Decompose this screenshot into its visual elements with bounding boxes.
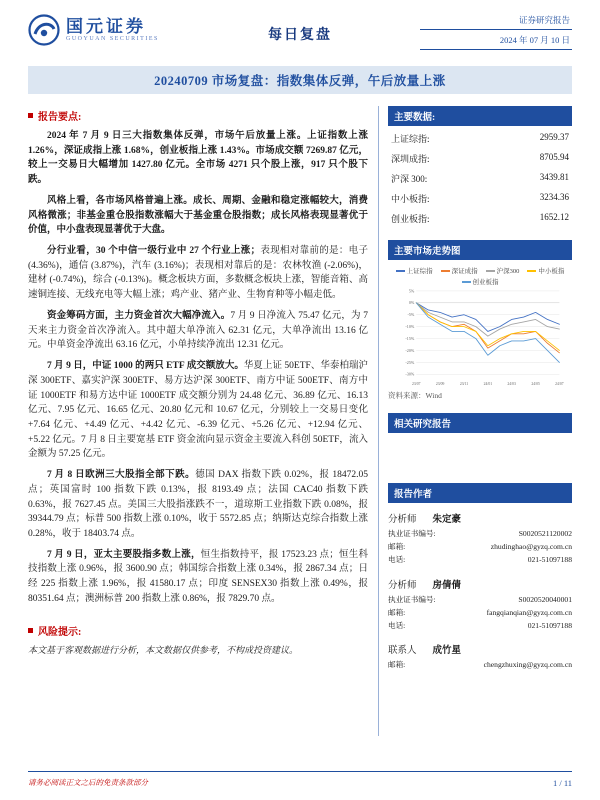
index-data-row xyxy=(390,168,570,188)
index-label: 深圳成指: xyxy=(391,153,430,164)
index-label: 中小板指: xyxy=(391,193,430,204)
svg-text:23/11: 23/11 xyxy=(459,382,469,387)
risk-section xyxy=(28,623,368,658)
legend-item xyxy=(396,266,433,275)
author-name-line xyxy=(388,577,572,591)
email-value: fangqianqian@gyzq.com.cn xyxy=(486,607,572,617)
related-reports-header: 相关研究报告 xyxy=(388,413,572,433)
author-role: 联系人 xyxy=(388,646,417,657)
author-block xyxy=(388,577,572,633)
legend-label: 中小板指 xyxy=(538,268,565,275)
report-header xyxy=(28,12,572,60)
brand-name-en: GUOYUAN SECURITIES xyxy=(66,36,159,43)
paragraph-rest: 华夏上证 50ETF、华泰柏瑞沪深 300ETF、嘉实沪深 300ETF、易方达沪深 300ETF、南方中证 500ETF、南方中证 1000ETF 和易方达中证 1000ETF 成交额分别为 24.48 亿元、36.89 亿元、16.13 亿元、7.95 亿元、16.65 亿元、20.80 亿元和 10.67 亿元，分别较上一交易日变化 +7.64 亿元、+4.49 亿元、+4.42 亿元、-6.39 亿元、+5.26 亿元、+12.94 亿元、+5.22 亿元。7 月 8 日主要宽基 ETF 资金流向显示资金主要流入科创 50ETF，流入金额为 57.25 亿元。 xyxy=(28,361,369,460)
report-body xyxy=(28,106,378,736)
bullet-icon xyxy=(28,628,33,633)
legend-item xyxy=(441,266,478,275)
main-data-header: 主要数据: xyxy=(388,106,572,126)
svg-text:23/07: 23/07 xyxy=(412,382,421,387)
body-paragraph xyxy=(28,468,368,542)
svg-text:24/03: 24/03 xyxy=(507,382,516,387)
cert-label: 执业证书编号: xyxy=(388,594,436,604)
risk-text: 本文基于客观数据进行分析，本文数据仅供参考，不构成投资建议。 xyxy=(28,644,299,655)
email-label: 邮箱: xyxy=(388,541,406,551)
footer-disclaimer: 请务必阅读正文之后的免责条款部分 xyxy=(28,778,148,787)
bullet-icon xyxy=(28,113,33,118)
index-data-row xyxy=(390,148,570,168)
report-tag: 证券研究报告 xyxy=(518,15,570,25)
legend-swatch-icon xyxy=(527,270,536,272)
report-title: 20240709 市场复盘：指数集体反弹，午后放量上涨 xyxy=(28,66,572,94)
legend-swatch-icon xyxy=(396,270,405,272)
report-footer xyxy=(28,771,572,788)
svg-text:-20%: -20% xyxy=(405,347,415,353)
email-value: zhudinghao@gyzq.com.cn xyxy=(490,541,572,551)
svg-text:-30%: -30% xyxy=(405,371,415,377)
cert-value: S0020521120002 xyxy=(518,529,572,538)
paragraph-lead: 7 月 9 日，中证 1000 的两只 ETF 成交额放大。 xyxy=(47,361,244,372)
svg-text:5%: 5% xyxy=(408,288,415,294)
index-data-row xyxy=(390,188,570,208)
author-name: 成竹星 xyxy=(432,646,462,657)
paragraph-rest: 恒生指数持平，报 17523.23 点；恒生科技指数上涨 0.96%，报 3600.90 点；韩国综合指数上涨 0.34%，报 2867.34 点；日经 225 指数上涨 1.96%，报 41580.17 点；印度 SENSEX30 指数上涨 0.49%，报 80351.64 点；澳洲标普 200 指数上涨 0.86%，报 7829.70 点。 xyxy=(28,549,368,604)
legend-swatch-icon xyxy=(462,281,471,283)
svg-text:-10%: -10% xyxy=(405,323,415,329)
report-sidebar xyxy=(378,106,572,736)
author-name-line xyxy=(388,511,572,525)
authors-header: 报告作者 xyxy=(388,483,572,503)
legend-label: 创业板指 xyxy=(472,279,499,286)
author-name: 房倩倩 xyxy=(432,580,462,591)
doc-type-title: 每日复盘 xyxy=(268,28,332,43)
page-number: 1 / 11 xyxy=(552,777,572,788)
index-label: 创业板指: xyxy=(391,213,430,224)
author-email-row xyxy=(388,607,572,620)
phone-label: 电话: xyxy=(388,620,406,630)
index-data-row xyxy=(390,128,570,148)
phone-label: 电话: xyxy=(388,554,406,564)
author-name: 朱定豪 xyxy=(432,515,462,525)
paragraph-lead: 风格上看，各市场风格普遍上涨。成长、周期、金融和稳定涨幅较大，消费风格微涨；非基金重仓股指数涨幅大于基金重仓股指数；成长风格表现显著优于价值，中小盘表现显著优于大盘。 xyxy=(28,195,368,236)
author-phone-row xyxy=(388,620,572,633)
index-value: 8705.94 xyxy=(539,151,569,162)
paragraph-rest: 表现相对靠前的是：电子 (4.36%)，通信 (3.87%)，汽车 (3.16%)；表现相对靠后的是：农林牧渔 (-2.06%)，建材 (-0.74%)，综合 (-0.13%)。概念板块方面，多数概念板块上涨，智能音箱、高速铜连接、无线充电等大幅上涨；鸡产业、猪产业、生物育种等小幅走低。 xyxy=(28,246,368,301)
body-paragraph xyxy=(28,129,368,188)
index-value: 2959.37 xyxy=(539,131,569,142)
svg-text:-5%: -5% xyxy=(407,312,415,318)
header-right-block xyxy=(420,12,572,52)
legend-item xyxy=(486,266,520,275)
index-label: 沪深 300: xyxy=(391,173,428,184)
body-paragraph xyxy=(28,244,368,303)
highlights-section-label xyxy=(28,108,368,123)
phone-value: 021-51097188 xyxy=(527,554,572,564)
divider xyxy=(420,49,572,50)
legend-item xyxy=(462,277,499,286)
index-value: 3439.81 xyxy=(539,171,569,182)
guoyuan-logo-icon xyxy=(28,14,60,46)
legend-item xyxy=(527,266,564,275)
email-label: 邮箱: xyxy=(388,660,406,670)
legend-swatch-icon xyxy=(486,270,495,272)
paragraph-lead: 资金筹码方面，主力资金首次大幅净流入。 xyxy=(47,310,231,321)
author-role: 分析师 xyxy=(388,580,417,591)
content-area xyxy=(28,106,572,736)
index-data-list xyxy=(388,126,572,228)
report-date: 2024 年 07 月 10 日 xyxy=(499,35,570,45)
paragraph-lead: 7 月 9 日，亚太主要股指多数上涨， xyxy=(47,549,201,560)
brand-text xyxy=(66,18,159,43)
index-data-row xyxy=(390,208,570,228)
paragraph-rest: 德国 DAX 指数下跌 0.02%，报 18472.05 点；英国富时 100 指数下跌 0.13%，报 8193.49 点；法国 CAC40 指数下跌 0.63%，报 7627.45 点。美国三大股指涨跌不一，道琼斯工业指数下跌 0.08%，报 39344.79 点；标普 500 指数上涨 0.10%，收于 5572.85 点；纳斯达克综合指数上涨 0.28%，收于 18403.74 点。 xyxy=(28,470,368,539)
body-paragraph xyxy=(28,548,368,607)
brand-logo xyxy=(28,14,159,46)
index-value: 3234.36 xyxy=(539,191,569,202)
risk-section-label xyxy=(28,623,368,638)
divider xyxy=(420,29,572,30)
risk-label: 风险提示: xyxy=(38,626,82,638)
cert-value: S0020520040001 xyxy=(518,594,572,604)
svg-text:24/01: 24/01 xyxy=(483,382,493,387)
email-label: 邮箱: xyxy=(388,607,406,617)
svg-text:24/05: 24/05 xyxy=(531,382,540,387)
legend-label: 沪深300 xyxy=(496,268,520,275)
author-email-row xyxy=(388,541,572,554)
email-value: chengzhuxing@gyzq.com.cn xyxy=(483,660,572,670)
legend-label: 深证成指 xyxy=(451,268,478,275)
chart-source: 资料来源：Wind xyxy=(388,391,442,400)
paragraph-rest: 7 月 9 日净流入 75.47 亿元，为 7 天来主力资金首次净流入。其中超大单净流入 62.31 亿元，大单净流出 13.16 亿元。中单资金净流出 63.16 亿元，小单持续净流出 12.31 亿元。 xyxy=(28,310,368,351)
legend-swatch-icon xyxy=(441,270,450,272)
author-phone-row xyxy=(388,554,572,567)
cert-label: 执业证书编号: xyxy=(388,529,436,538)
body-paragraph xyxy=(28,359,368,462)
chart-legend xyxy=(388,266,572,286)
author-email-row xyxy=(388,659,572,672)
author-block xyxy=(388,511,572,567)
index-value: 1652.12 xyxy=(539,211,569,222)
svg-text:0%: 0% xyxy=(408,300,415,306)
svg-text:23/09: 23/09 xyxy=(435,382,445,387)
author-cert-row xyxy=(388,528,572,541)
paragraph-lead: 分行业看，30 个中信一级行业中 27 个行业上涨； xyxy=(47,246,261,257)
chart-section-header: 主要市场走势图 xyxy=(388,240,572,260)
author-cert-row xyxy=(388,594,572,607)
phone-value: 021-51097188 xyxy=(527,620,572,630)
highlights-label: 报告要点: xyxy=(38,112,82,123)
svg-text:24/07: 24/07 xyxy=(555,382,564,387)
svg-text:-15%: -15% xyxy=(405,335,415,341)
body-paragraph xyxy=(28,309,368,353)
legend-label: 上证综指 xyxy=(406,268,433,275)
author-name-line xyxy=(388,642,572,656)
brand-name-cn: 国元证券 xyxy=(66,16,146,36)
related-reports-empty xyxy=(388,433,572,471)
paragraph-lead: 2024 年 7 月 9 日三大指数集体反弹，市场午后放量上涨。上证指数上涨 1.26%，深证成指上涨 1.68%，创业板指上涨 1.43%。市场成交额 7269.87 亿元，较上一交易日大幅增加 1427.80 亿元。全市场 4271 只个股上涨，917 只个股下跌。 xyxy=(28,131,368,186)
market-trend-chart xyxy=(388,287,572,387)
author-block xyxy=(388,642,572,672)
paragraph-lead: 7 月 8 日欧洲三大股指全部下跌。 xyxy=(47,470,196,481)
index-label: 上证综指: xyxy=(391,133,430,144)
svg-text:-25%: -25% xyxy=(405,359,415,365)
author-role: 分析师 xyxy=(388,515,417,525)
body-paragraph xyxy=(28,194,368,238)
